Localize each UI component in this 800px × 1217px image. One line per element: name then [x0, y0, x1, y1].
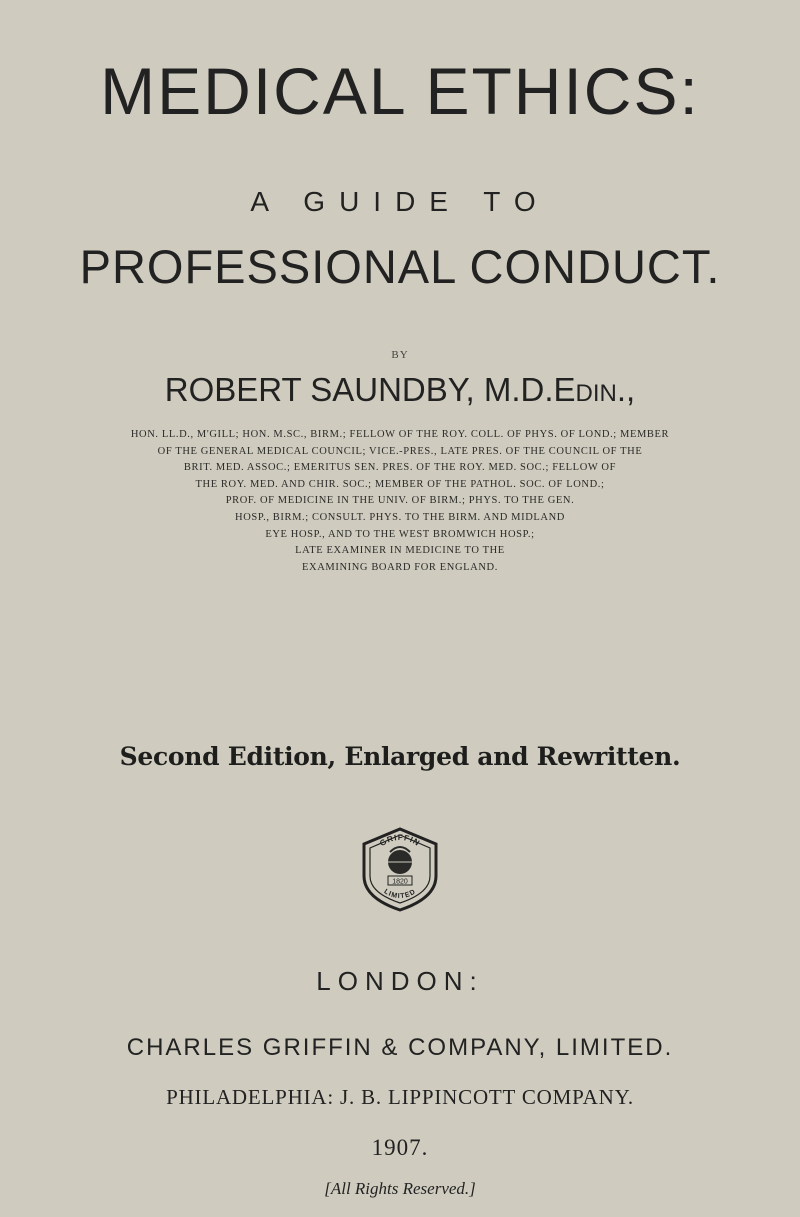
- by-line: BY: [391, 349, 409, 361]
- author-trailing: .,: [616, 371, 636, 408]
- author-name-main: ROBERT SAUNDBY, M.D.E: [164, 371, 576, 408]
- imprint-year: 1907.: [371, 1135, 429, 1160]
- credential-line: OF THE GENERAL MEDICAL COUNCIL; VICE.-PRES., LATE PRES. OF THE COUNCIL OF THE: [157, 445, 643, 457]
- author-degree-suffix: DIN: [575, 380, 617, 407]
- credential-line: BRIT. MED. ASSOC.; EMERITUS SEN. PRES. OF THE ROY. MED. SOC.; FELLOW OF: [183, 462, 617, 474]
- author-name: [0, 373, 800, 406]
- emblem-top-text: GRIFFIN: [378, 832, 422, 849]
- edition-statement: Second Edition, Enlarged and Rewritten.: [119, 742, 681, 771]
- publisher-emblem-icon: [360, 826, 440, 912]
- book-title: MEDICAL ETHICS:: [100, 54, 700, 128]
- credential-line: THE ROY. MED. AND CHIR. SOC.; MEMBER OF THE PATHOL. SOC. OF LOND.;: [195, 478, 605, 490]
- credential-line: HOSP., BIRM.; CONSULT. PHYS. TO THE BIRM. AND MIDLAND: [235, 511, 565, 523]
- rights-notice: [All Rights Reserved.]: [324, 1179, 476, 1198]
- subtitle-line-1: A GUIDE TO: [250, 186, 550, 217]
- emblem-bottom-text: LIMITED: [382, 888, 418, 901]
- credential-line: LATE EXAMINER IN MEDICINE TO THE: [295, 545, 505, 557]
- author-credentials: [0, 427, 800, 576]
- credential-line: HON. LL.D., M'GILL; HON. M.SC., BIRM.; FELLOW OF THE ROY. COLL. OF PHYS. OF LOND.; MEMBER: [130, 429, 670, 440]
- imprint-publisher: CHARLES GRIFFIN & COMPANY, LIMITED.: [126, 1034, 674, 1061]
- subtitle-line-2: PROFESSIONAL CONDUCT.: [79, 240, 721, 293]
- credential-line: EXAMINING BOARD FOR ENGLAND.: [302, 561, 498, 573]
- emblem-year: 1820: [392, 878, 408, 886]
- credential-line: EYE HOSP., AND TO THE WEST BROMWICH HOSP.;: [265, 528, 535, 540]
- imprint-city: LONDON:: [316, 966, 484, 996]
- credential-line: PROF. OF MEDICINE IN THE UNIV. OF BIRM.; PHYS. TO THE GEN.: [225, 495, 575, 507]
- imprint-co-publisher: PHILADELPHIA: J. B. LIPPINCOTT COMPANY.: [166, 1085, 634, 1109]
